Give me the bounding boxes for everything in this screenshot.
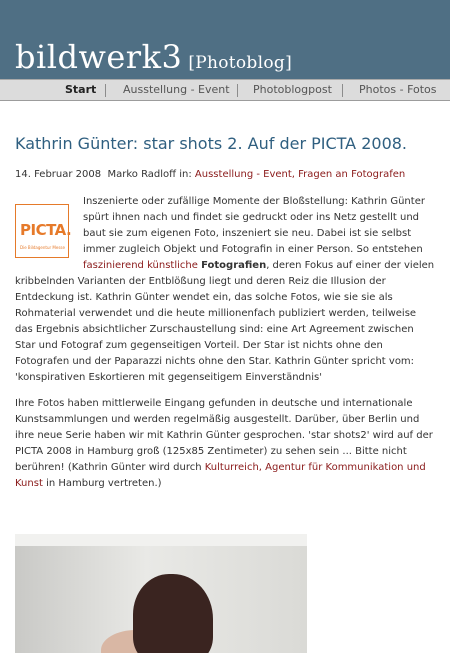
- site-subtitle: [Photoblog]: [188, 53, 293, 73]
- nav-item-ausstellung[interactable]: Ausstellung - Event: [123, 83, 230, 96]
- paragraph-text: Ihre Fotos haben mittlerweile Eingang gefunden in deutsche und internationale Kunstsammlungen und werden regelmäßig ausgestellt. Darüber, über Berlin und ihre neue Serie haben wir mit Kathrin Günter gesprochen. 'star shots2' wird auf der PICTA 2008 in Hamburg groß (125x85 Zentimeter) zu sehen sein ... Bitte nicht berühren! (Kathrin Günter wird durch: [15, 398, 433, 473]
- post-meta: [15, 169, 435, 180]
- link-kulturreich[interactable]: Kulturreich, Agentur für Kommunikation und Kunst: [15, 462, 426, 489]
- nav-item-photos[interactable]: Photos - Fotos: [359, 83, 437, 96]
- post-paragraph-1: [15, 194, 435, 386]
- post-title[interactable]: Kathrin Günter: star shots 2. Auf der PICTA 2008.: [15, 134, 408, 153]
- nav-item-start[interactable]: Start: [65, 83, 97, 96]
- picta-logo[interactable]: [15, 204, 72, 258]
- photo-top-shade: [15, 534, 307, 546]
- link-faszinierend[interactable]: faszinierend künstliche: [83, 260, 198, 271]
- post-author: Marko Radloff in:: [107, 169, 192, 180]
- paragraph-text: Inszenierte oder zufällige Momente der Bloßstellung: Kathrin Günter spürt ihnen nach und findet sie gedruckt oder ins Netz gestellt und baut sie zum eigenen Foto, inszeniert sie neu. Dabei ist sie selbst immer zugleich Objekt und Fotografin in einer Person. So entstehen: [83, 196, 425, 255]
- nav-item-photoblogpost[interactable]: Photoblogpost: [253, 83, 332, 96]
- nav-separator: [105, 84, 106, 97]
- post-date: 14. Februar 2008: [15, 169, 102, 180]
- picta-logo-tagline: Die Bildagentur Messe: [20, 245, 65, 250]
- post-photo[interactable]: [15, 534, 307, 653]
- paragraph-text: in Hamburg vertreten.): [46, 478, 162, 489]
- post-content: [15, 133, 435, 492]
- photo-figure-hair: [133, 574, 213, 653]
- nav-separator: [237, 84, 238, 97]
- post-paragraph-2: [15, 396, 435, 492]
- nav-separator: [342, 84, 343, 97]
- main-nav: [0, 79, 450, 101]
- paragraph-text: , deren Fokus auf einer der vielen kribbelnden Varianten der Entblößung liegt und deren Reiz die Illusion der Entdeckung ist. Kathrin Günter wendet ein, das solche Fotos, wie sie sie als Rohmaterial verwendet und die heute millionenfach publiziert werden, teilweise das Ergebnis absichtlicher Zurschaustellung sind: eine Art Agreement zwischen Star und Fotograf zum gegenseitigen Vorteil. Der Star ist nichts ohne den Fotografen und der Paparazzi nichts ohne den Star. Kathrin Günter spricht vom: 'konspirativen Eskortieren mit gegenseitigem Einverständnis': [15, 260, 435, 383]
- bold-fotografien: Fotografien: [201, 260, 267, 271]
- post-categories-link[interactable]: Ausstellung - Event, Fragen an Fotografen: [194, 169, 406, 180]
- site-brand[interactable]: [15, 38, 292, 76]
- picta-logo-word: PICTA.: [20, 221, 72, 239]
- site-header: [0, 0, 450, 79]
- site-name[interactable]: bildwerk3: [15, 38, 183, 76]
